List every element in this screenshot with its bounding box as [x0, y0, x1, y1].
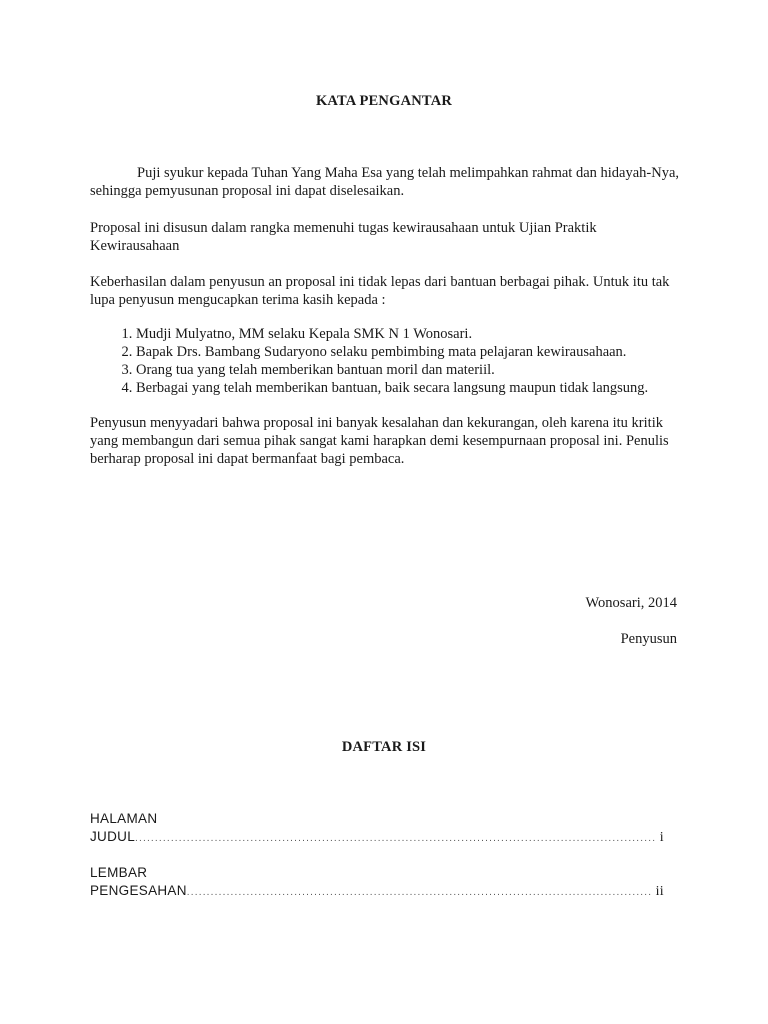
toc-entry-line-1: HALAMAN [90, 811, 158, 826]
toc-entry[interactable] [90, 810, 664, 848]
toc-page-number: ii [655, 884, 664, 899]
intro-paragraph: Puji syukur kepada Tuhan Yang Maha Esa yang telah melimpahkan rahmat dan hidayah-Nya, sehingga pemyusunan proposal ini dapat diselesaikan. [90, 165, 680, 199]
place-date: Wonosari, 2014 [585, 595, 677, 611]
toc-entry-line-2: PENGESAHAN [90, 883, 187, 898]
daftar-isi-title: DAFTAR ISI [341, 739, 427, 755]
closing-paragraph: Penyusun menyyadari bahwa proposal ini banyak kesalahan dan kekurangan, oleh karena itu kritik yang membangun dari semua pihak sangat kami harapkan demi kesempurnaan proposal ini. Penulis berharap proposal ini dapat bermanfaat bagi pembaca. [90, 415, 669, 467]
thanks-list [90, 325, 696, 397]
toc-entry[interactable] [90, 864, 664, 902]
signature-label: Penyusun [620, 631, 677, 647]
toc-page-number: i [659, 830, 664, 845]
list-item: 1. Mudji Mulyatno, MM selaku Kepala SMK N 1 Wonosari. [136, 325, 696, 343]
toc-entry-line-1: LEMBAR [90, 865, 148, 880]
kata-pengantar-title: KATA PENGANTAR [315, 93, 453, 109]
toc-dot-leader [135, 830, 657, 848]
purpose-paragraph: Proposal ini disusun dalam rangka memenuhi tugas kewirausahaan untuk Ujian Praktik Kewirausahaan [90, 220, 597, 254]
list-item: 2. Bapak Drs. Bambang Sudaryono selaku pembimbing mata pelajaran kewirausahaan. [136, 343, 696, 361]
list-item: 3. Orang tua yang telah memberikan bantuan moril dan materiil. [136, 361, 696, 379]
acknowledgement-intro-paragraph: Keberhasilan dalam penyusun an proposal ini tidak lepas dari bantuan berbagai pihak. Untuk itu tak lupa penyusun mengucapkan terima kasih kepada : [90, 274, 670, 308]
toc-dot-leader [187, 884, 653, 902]
list-item: 4. Berbagai yang telah memberikan bantuan, baik secara langsung maupun tidak langsung. [136, 379, 696, 397]
toc-entry-line-2: JUDUL [90, 829, 136, 844]
